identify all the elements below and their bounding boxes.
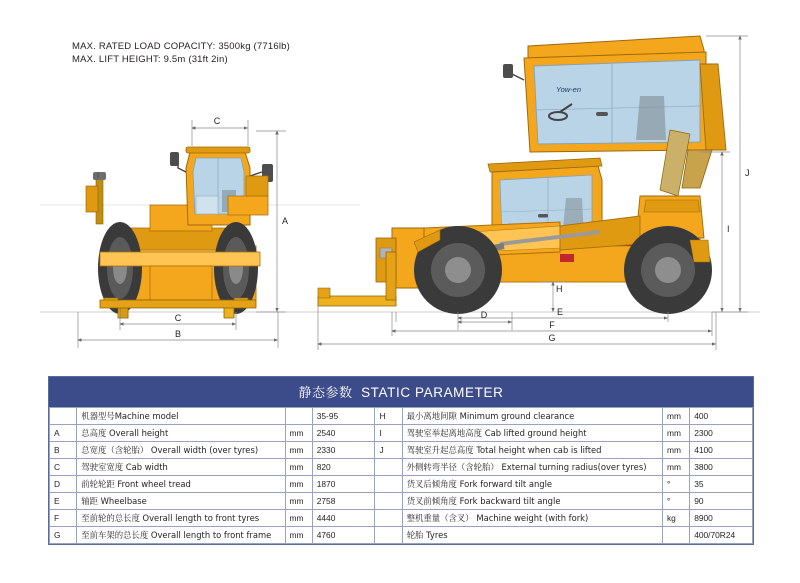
svg-text:I: I [727,224,730,234]
row-value-right: 400 [690,408,753,425]
row-code-left: C [50,459,77,476]
row-label-left: 总宽度（含轮胎） Overall width (over tyres) [77,442,285,459]
svg-text:F: F [549,320,555,330]
row-value-left: 2758 [312,493,375,510]
row-unit-left [285,408,312,425]
row-unit-right: kg [662,510,689,527]
row-unit-left: mm [285,425,312,442]
note-line-1: MAX. RATED LOAD COPACITY: 3500kg (7716lb) [72,41,290,52]
svg-text:C: C [174,313,182,323]
row-unit-right [662,527,689,544]
table-title [49,377,753,407]
row-code-right: J [375,442,402,459]
table-title-cn: 静态参数 [298,386,353,401]
svg-text:B: B [174,329,182,339]
table-row [50,510,753,527]
row-value-right: 400/70R24 [690,527,753,544]
row-code-left: D [50,476,77,493]
row-label-left: 轴距 Wheelbase [77,493,285,510]
row-value-left: 2330 [312,442,375,459]
row-code-left: G [50,527,77,544]
row-value-right: 4100 [690,442,753,459]
row-value-right: 90 [690,493,753,510]
row-label-right: 货叉前倾角度 Fork backward tilt angle [402,493,662,510]
row-label-left: 前轮轮距 Front wheel tread [77,476,285,493]
row-label-left: 机器型号Machine model [77,408,285,425]
row-value-left: 4440 [312,510,375,527]
table-row [50,459,753,476]
side-view-machine [318,36,726,314]
row-unit-left: mm [285,459,312,476]
spec-grid [49,407,753,544]
row-value-left: 820 [312,459,375,476]
svg-text:H: H [556,284,563,294]
row-label-right: 驾驶室举起离地高度 Cab lifted ground height [402,425,662,442]
row-label-left: 驾驶室宽度 Cab width [77,459,285,476]
svg-text:D: D [480,310,488,320]
table-row [50,442,753,459]
cab-logo-text: Yow-en [556,85,582,94]
row-unit-right: mm [662,442,689,459]
max-capacity-note [72,40,290,66]
row-code-right: H [375,408,402,425]
row-value-right: 35 [690,476,753,493]
svg-text:J: J [745,168,750,178]
row-label-right: 轮胎 Tyres [402,527,662,544]
row-code-left: B [50,442,77,459]
row-unit-right: mm [662,425,689,442]
row-label-right: 最小离地间隙 Minimum ground clearance [402,408,662,425]
table-row [50,527,753,544]
table-row [50,476,753,493]
row-value-left: 1870 [312,476,375,493]
row-unit-left: mm [285,476,312,493]
row-code-left [50,408,77,425]
svg-text:C: C [213,116,221,126]
row-unit-right: mm [662,408,689,425]
row-code-right [375,459,402,476]
row-label-left: 至前轮的总长度 Overall length to front tyres [77,510,285,527]
row-value-right: 2300 [690,425,753,442]
row-value-left: 35-95 [312,408,375,425]
row-value-right: 3800 [690,459,753,476]
row-label-right: 驾驶室升起总高度 Total height when cab is lifted [402,442,662,459]
row-label-left: 总高度 Overall height [77,425,285,442]
row-unit-right: ° [662,493,689,510]
row-unit-left: mm [285,493,312,510]
row-unit-left: mm [285,510,312,527]
row-code-left: A [50,425,77,442]
row-value-right: 8900 [690,510,753,527]
front-view-machine [86,147,273,318]
row-value-left: 2540 [312,425,375,442]
row-code-right [375,476,402,493]
row-label-right: 整机重量（含叉） Machine weight (with fork) [402,510,662,527]
svg-text:A: A [282,216,289,226]
row-code-right [375,493,402,510]
table-row [50,493,753,510]
row-code-right [375,510,402,527]
row-code-right [375,527,402,544]
svg-text:E: E [556,307,564,317]
row-unit-left: mm [285,527,312,544]
row-label-left: 至前车架的总长度 Overall length to front frame [77,527,285,544]
table-title-en: STATIC PARAMETER [361,385,504,400]
row-unit-left: mm [285,442,312,459]
static-parameter-table [48,376,754,545]
row-value-left: 4760 [312,527,375,544]
row-code-left: E [50,493,77,510]
row-code-right: I [375,425,402,442]
note-line-2: MAX. LIFT HEIGHT: 9.5m (31ft 2in) [72,54,228,65]
row-unit-right: ° [662,476,689,493]
row-label-right: 货叉后倾角度 Fork forward tilt angle [402,476,662,493]
table-row [50,425,753,442]
row-unit-right: mm [662,459,689,476]
svg-text:G: G [548,333,556,343]
table-row [50,408,753,425]
row-label-right: 外侧转弯半径（含轮胎） External turning radius(over tyres) [402,459,662,476]
row-code-left: F [50,510,77,527]
